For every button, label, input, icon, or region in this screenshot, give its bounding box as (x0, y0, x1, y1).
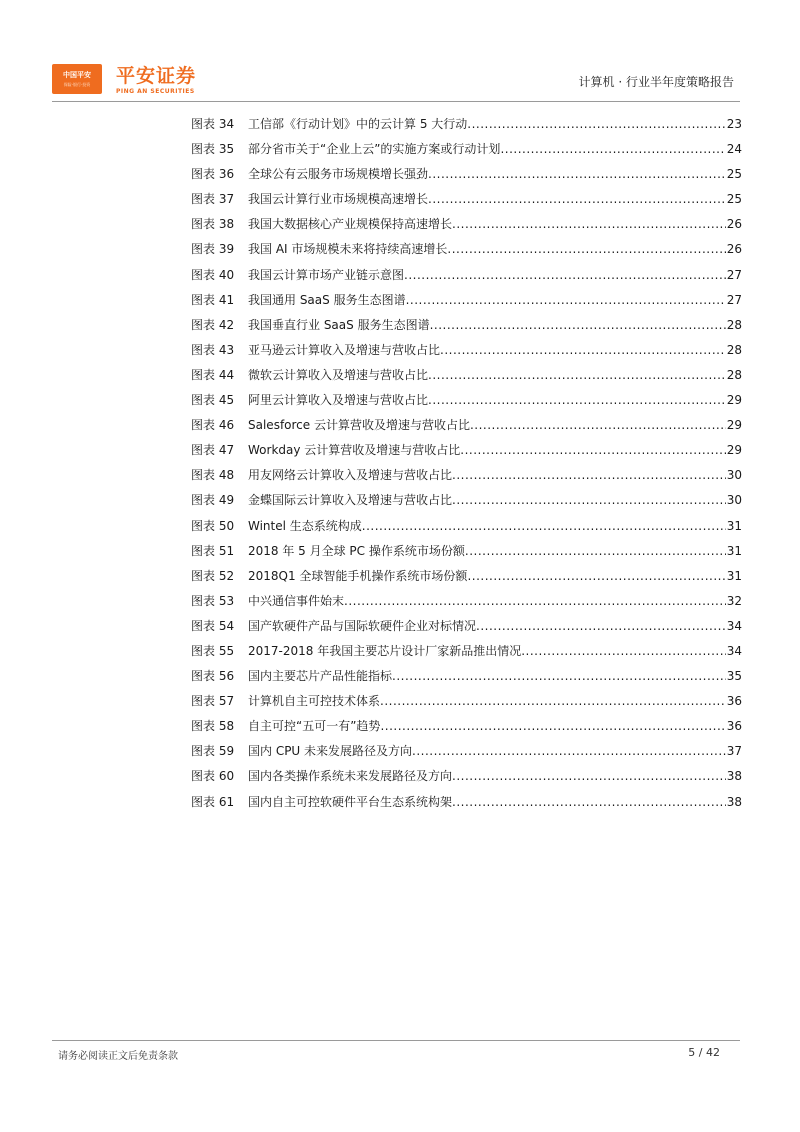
toc-entry-label: 图表 49 (191, 493, 235, 508)
toc-leader-dots (500, 139, 725, 159)
toc-entry-page: 29 (726, 393, 742, 408)
toc-entry[interactable] (191, 315, 742, 340)
toc-leader-dots (452, 214, 726, 234)
footer-divider (52, 1040, 740, 1041)
toc-entry-page: 27 (726, 292, 742, 307)
toc-entry-title: 我国 AI 市场规模未来将持续高速增长 (248, 242, 448, 257)
toc-entry-label: 图表 52 (191, 568, 235, 583)
toc-entry-page: 31 (726, 543, 742, 558)
toc-leader-dots (380, 716, 725, 736)
toc-entry-label: 图表 45 (191, 393, 235, 408)
toc-entry[interactable] (191, 390, 742, 415)
toc-entry-title: 我国大数据核心产业规模保持高速增长 (248, 217, 453, 232)
toc-entry-label: 图表 41 (191, 292, 235, 307)
toc-entry-page: 28 (726, 317, 742, 332)
toc-leader-dots (428, 390, 726, 410)
toc-entry[interactable] (191, 716, 742, 741)
toc-leader-dots (392, 666, 726, 686)
toc-entry-page: 32 (726, 593, 742, 608)
footer-disclaimer: 请务必阅读正文后免责条款 (58, 1051, 178, 1062)
toc-entry-page: 34 (726, 618, 742, 633)
toc-entry-page: 36 (726, 719, 742, 734)
toc-entry[interactable] (191, 741, 742, 766)
toc-entry-label: 图表 39 (191, 242, 235, 257)
toc-entry-title: Wintel 生态系统构成 (248, 518, 362, 533)
toc-entry-page: 38 (726, 769, 742, 784)
brand-name-cn: 平安证券 (116, 65, 197, 87)
toc-entry[interactable] (191, 340, 742, 365)
toc-leader-dots (465, 541, 726, 561)
toc-entry-title: 工信部《行动计划》中的云计算 5 大行动 (248, 117, 468, 131)
toc-entry-page: 35 (726, 669, 742, 684)
brand-name-en: PING AN SECURITIES (116, 88, 195, 95)
toc-entry[interactable] (191, 591, 742, 616)
toc-entry[interactable] (191, 139, 742, 164)
toc-entry[interactable] (191, 616, 742, 641)
toc-entry-page: 28 (726, 367, 742, 382)
toc-entry-page: 23 (726, 117, 742, 131)
toc-entry-label: 图表 47 (191, 443, 235, 458)
toc-entry-label: 图表 54 (191, 618, 235, 633)
toc-leader-dots (521, 641, 725, 661)
toc-entry-title: 国产软硬件产品与国际软硬件企业对标情况 (248, 618, 477, 633)
toc-entry-label: 图表 46 (191, 418, 235, 433)
toc-entry[interactable] (191, 641, 742, 666)
toc-entry-title: 2017-2018 年我国主要芯片设计厂家新品推出情况 (248, 643, 522, 658)
toc-entry-title: 我国云计算市场产业链示意图 (248, 267, 405, 282)
toc-entry-title: Salesforce 云计算营收及增速与营收占比 (248, 418, 470, 433)
toc-entry-title: Workday 云计算营收及增速与营收占比 (248, 443, 461, 458)
toc-leader-dots (467, 114, 725, 134)
report-title: 计算机 · 行业半年度策略报告 (578, 75, 734, 89)
toc-entry[interactable] (191, 415, 742, 440)
toc-entry[interactable] (191, 792, 742, 817)
toc-entry-label: 图表 35 (191, 142, 235, 157)
pingan-logo-badge (52, 64, 102, 94)
toc-entry-label: 图表 37 (191, 192, 235, 207)
toc-entry-page: 29 (726, 418, 742, 433)
toc-entry-title: 2018Q1 全球智能手机操作系统市场份额 (248, 568, 468, 583)
toc-entry-page: 25 (726, 167, 742, 182)
toc-entry[interactable] (191, 239, 742, 264)
toc-entry-page: 34 (726, 643, 742, 658)
toc-entry-title: 全球公有云服务市场规模增长强劲 (248, 167, 429, 182)
toc-entry-label: 图表 50 (191, 518, 235, 533)
toc-entry-title: 我国垂直行业 SaaS 服务生态图谱 (248, 317, 430, 332)
figure-list (191, 114, 742, 817)
toc-leader-dots (476, 616, 726, 636)
toc-entry-label: 图表 56 (191, 669, 235, 684)
toc-leader-dots (452, 792, 726, 812)
toc-entry-title: 部分省市关于“企业上云”的实施方案或行动计划 (248, 142, 501, 157)
toc-leader-dots (452, 490, 726, 510)
toc-entry-label: 图表 61 (191, 794, 235, 809)
toc-entry-page: 25 (726, 192, 742, 207)
toc-entry-title: 我国云计算行业市场规模高速增长 (248, 192, 429, 207)
toc-entry-title: 计算机自主可控技术体系 (248, 694, 381, 709)
toc-entry[interactable] (191, 490, 742, 515)
toc-entry-page: 26 (726, 217, 742, 232)
toc-entry[interactable] (191, 214, 742, 239)
toc-entry[interactable] (191, 666, 742, 691)
toc-entry-page: 38 (726, 794, 742, 809)
toc-entry[interactable] (191, 766, 742, 791)
toc-entry-title: 亚马逊云计算收入及增速与营收占比 (248, 342, 441, 357)
toc-leader-dots (380, 691, 726, 711)
toc-leader-dots (344, 591, 726, 611)
toc-entry-page: 27 (726, 267, 742, 282)
toc-entry[interactable] (191, 566, 742, 591)
toc-entry-title: 微软云计算收入及增速与营收占比 (248, 367, 429, 382)
toc-entry-label: 图表 44 (191, 367, 235, 382)
toc-entry-page: 29 (726, 443, 742, 458)
toc-entry-label: 图表 60 (191, 769, 235, 784)
toc-entry-label: 图表 53 (191, 593, 235, 608)
toc-entry[interactable] (191, 516, 742, 541)
toc-entry-page: 31 (726, 518, 742, 533)
toc-entry[interactable] (191, 290, 742, 315)
toc-leader-dots (440, 340, 726, 360)
toc-entry-title: 中兴通信事件始末 (248, 593, 345, 608)
toc-entry-title: 我国通用 SaaS 服务生态图谱 (248, 292, 406, 307)
toc-entry-label: 图表 34 (191, 117, 235, 131)
toc-leader-dots (428, 365, 726, 385)
toc-entry[interactable] (191, 541, 742, 566)
page-header (0, 0, 800, 102)
toc-entry-page: 24 (726, 142, 742, 157)
toc-entry-label: 图表 36 (191, 167, 235, 182)
toc-leader-dots (428, 164, 726, 184)
toc-entry-title: 阿里云计算收入及增速与营收占比 (248, 393, 429, 408)
toc-entry-title: 2018 年 5 月全球 PC 操作系统市场份额 (248, 543, 465, 558)
toc-leader-dots (470, 415, 726, 435)
logo-badge-text: 中国平安 (63, 71, 91, 79)
toc-entry-label: 图表 48 (191, 468, 235, 483)
toc-entry[interactable] (191, 365, 742, 390)
toc-leader-dots (430, 315, 726, 335)
toc-entry-page: 26 (726, 242, 742, 257)
toc-entry-page: 30 (726, 468, 742, 483)
toc-entry-label: 图表 40 (191, 267, 235, 282)
toc-leader-dots (452, 465, 726, 485)
toc-entry-title: 国内 CPU 未来发展路径及方向 (248, 744, 413, 759)
toc-entry-title: 国内主要芯片产品性能指标 (248, 669, 393, 684)
toc-entry-page: 31 (726, 568, 742, 583)
toc-leader-dots (460, 440, 725, 460)
toc-entry-title: 自主可控“五可一有”趋势 (248, 719, 381, 734)
toc-leader-dots (412, 741, 726, 761)
toc-entry-title: 国内自主可控软硬件平台生态系统构架 (248, 794, 453, 809)
toc-entry-label: 图表 42 (191, 317, 235, 332)
toc-entry-title: 国内各类操作系统未来发展路径及方向 (248, 769, 453, 784)
toc-leader-dots (428, 189, 726, 209)
toc-leader-dots (452, 766, 726, 786)
toc-entry[interactable] (191, 691, 742, 716)
toc-leader-dots (362, 516, 726, 536)
page-number: 5 / 42 (688, 1046, 720, 1059)
toc-entry-page: 28 (726, 342, 742, 357)
toc-entry-label: 图表 58 (191, 719, 235, 734)
toc-entry-label: 图表 51 (191, 543, 235, 558)
toc-entry-page: 36 (726, 694, 742, 709)
toc-entry-label: 图表 43 (191, 342, 235, 357)
toc-entry-title: 金蝶国际云计算收入及增速与营收占比 (248, 493, 453, 508)
toc-entry[interactable] (191, 114, 742, 139)
toc-leader-dots (404, 265, 726, 285)
toc-entry-page: 37 (726, 744, 742, 759)
logo-badge-sub: 保险·银行·投资 (63, 82, 91, 87)
toc-entry[interactable] (191, 265, 742, 290)
toc-entry-label: 图表 59 (191, 744, 235, 759)
toc-entry-page: 30 (726, 493, 742, 508)
header-divider (52, 101, 740, 102)
toc-entry[interactable] (191, 440, 742, 465)
toc-entry[interactable] (191, 465, 742, 490)
toc-entry-title: 用友网络云计算收入及增速与营收占比 (248, 468, 453, 483)
toc-leader-dots (406, 290, 726, 310)
toc-leader-dots (467, 566, 725, 586)
toc-entry[interactable] (191, 164, 742, 189)
toc-entry-label: 图表 55 (191, 643, 235, 658)
toc-entry-label: 图表 57 (191, 694, 235, 709)
toc-entry[interactable] (191, 189, 742, 214)
toc-leader-dots (447, 239, 725, 259)
toc-entry-label: 图表 38 (191, 217, 235, 232)
